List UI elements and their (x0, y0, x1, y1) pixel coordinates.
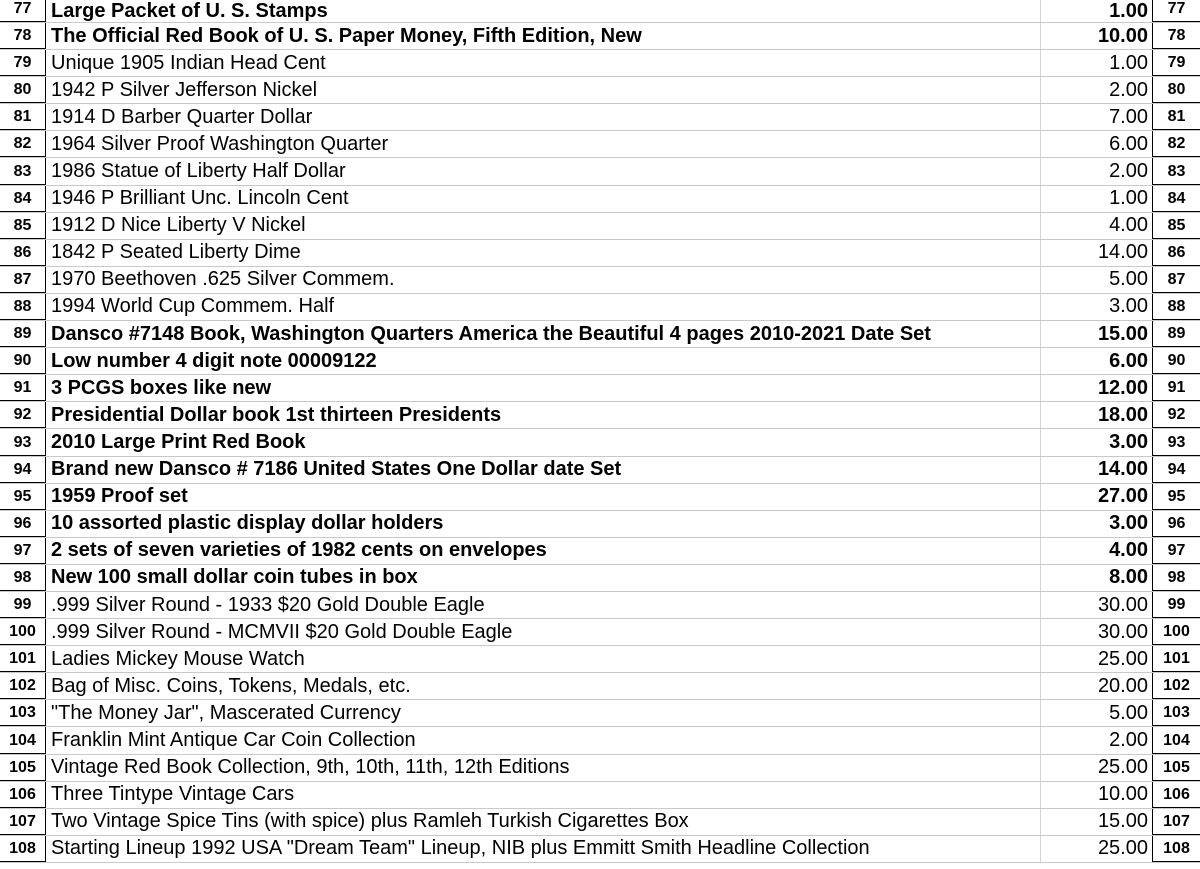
lot-number-left: 98 (0, 565, 46, 591)
lot-number-right: 103 (1152, 700, 1200, 726)
lot-price: 20.00 (1040, 673, 1152, 699)
lot-row (0, 809, 1200, 836)
lot-number-right: 81 (1152, 104, 1200, 130)
lot-number-right: 80 (1152, 77, 1200, 103)
lot-number-left: 102 (0, 673, 46, 699)
lot-description: Brand new Dansco # 7186 United States One Dollar date Set (51, 458, 622, 481)
lot-description: Two Vintage Spice Tins (with spice) plus Ramleh Turkish Cigarettes Box (51, 810, 689, 833)
lot-row (0, 538, 1200, 565)
lot-description: Large Packet of U. S. Stamps (51, 0, 328, 22)
lot-description: New 100 small dollar coin tubes in box (51, 566, 418, 589)
lot-number-right: 92 (1152, 402, 1200, 428)
lot-number-right: 90 (1152, 348, 1200, 374)
lot-price: 3.00 (1040, 294, 1152, 320)
lot-number-right: 77 (1152, 0, 1200, 22)
lot-number-right: 101 (1152, 646, 1200, 672)
lot-price: 30.00 (1040, 619, 1152, 645)
lot-price: 25.00 (1040, 646, 1152, 672)
lot-number-right: 82 (1152, 131, 1200, 157)
lot-row (0, 457, 1200, 484)
lot-number-right: 104 (1152, 727, 1200, 753)
lot-description: Bag of Misc. Coins, Tokens, Medals, etc. (51, 674, 411, 697)
lot-number-right: 83 (1152, 158, 1200, 184)
lot-row (0, 565, 1200, 592)
lot-number-left: 78 (0, 23, 46, 49)
lot-row (0, 782, 1200, 809)
lot-number-right: 100 (1152, 619, 1200, 645)
lot-number-left: 99 (0, 592, 46, 618)
lot-description: Low number 4 digit note 00009122 (51, 349, 377, 372)
lot-number-left: 91 (0, 375, 46, 401)
lot-row (0, 213, 1200, 240)
lot-description: 1994 World Cup Commem. Half (51, 295, 335, 318)
lot-description: 1912 D Nice Liberty V Nickel (51, 214, 306, 237)
lot-number-left: 85 (0, 213, 46, 239)
lot-number-right: 107 (1152, 809, 1200, 835)
lot-number-left: 105 (0, 755, 46, 781)
lot-number-left: 86 (0, 240, 46, 266)
lot-price: 3.00 (1040, 511, 1152, 537)
lot-number-left: 108 (0, 836, 46, 862)
lot-description: Presidential Dollar book 1st thirteen Presidents (51, 403, 502, 426)
lot-price: 1.00 (1040, 186, 1152, 212)
lot-price: 18.00 (1040, 402, 1152, 428)
lot-price: 14.00 (1040, 240, 1152, 266)
lot-number-right: 87 (1152, 267, 1200, 293)
lot-number-left: 107 (0, 809, 46, 835)
lot-price: 4.00 (1040, 538, 1152, 564)
lot-price: 27.00 (1040, 484, 1152, 510)
lot-price: 5.00 (1040, 700, 1152, 726)
lot-number-right: 97 (1152, 538, 1200, 564)
lot-number-left: 77 (0, 0, 46, 22)
lot-number-left: 95 (0, 484, 46, 510)
lot-description: .999 Silver Round - MCMVII $20 Gold Double Eagle (51, 620, 513, 643)
lot-price: 14.00 (1040, 457, 1152, 483)
lot-number-left: 97 (0, 538, 46, 564)
lot-number-left: 80 (0, 77, 46, 103)
lot-description: The Official Red Book of U. S. Paper Money, Fifth Edition, New (51, 24, 642, 47)
lot-number-left: 79 (0, 50, 46, 76)
lot-row (0, 375, 1200, 402)
lot-price: 8.00 (1040, 565, 1152, 591)
lot-description: Unique 1905 Indian Head Cent (51, 51, 326, 74)
lot-description: 2 sets of seven varieties of 1982 cents on envelopes (51, 539, 547, 562)
lot-number-right: 96 (1152, 511, 1200, 537)
lot-number-right: 94 (1152, 457, 1200, 483)
lot-row (0, 836, 1200, 863)
lot-number-left: 90 (0, 348, 46, 374)
lot-row (0, 321, 1200, 348)
lot-price: 25.00 (1040, 836, 1152, 862)
lot-number-left: 94 (0, 457, 46, 483)
lot-number-right: 108 (1152, 836, 1200, 862)
lot-description: 2010 Large Print Red Book (51, 430, 306, 453)
lot-row (0, 700, 1200, 727)
lot-row (0, 646, 1200, 673)
lot-row (0, 294, 1200, 321)
lot-price: 1.00 (1040, 0, 1152, 22)
lot-price: 7.00 (1040, 104, 1152, 130)
lot-number-left: 83 (0, 158, 46, 184)
lot-number-left: 100 (0, 619, 46, 645)
lot-description: 1959 Proof set (51, 485, 188, 508)
lot-row (0, 348, 1200, 375)
lot-number-right: 86 (1152, 240, 1200, 266)
lot-row (0, 104, 1200, 131)
lot-row (0, 511, 1200, 538)
lot-row (0, 592, 1200, 619)
lot-number-right: 89 (1152, 321, 1200, 347)
lot-number-left: 92 (0, 402, 46, 428)
lot-number-left: 81 (0, 104, 46, 130)
lot-number-left: 93 (0, 429, 46, 455)
lot-row (0, 131, 1200, 158)
lot-description: Three Tintype Vintage Cars (51, 783, 295, 806)
lot-number-right: 95 (1152, 484, 1200, 510)
lot-number-right: 106 (1152, 782, 1200, 808)
lot-row (0, 673, 1200, 700)
lot-price: 1.00 (1040, 50, 1152, 76)
lot-description: 1942 P Silver Jefferson Nickel (51, 78, 318, 101)
lot-price: 25.00 (1040, 755, 1152, 781)
lot-price: 15.00 (1040, 809, 1152, 835)
lot-row (0, 158, 1200, 185)
lot-description: .999 Silver Round - 1933 $20 Gold Double Eagle (51, 593, 485, 616)
lot-price: 2.00 (1040, 158, 1152, 184)
lot-price: 12.00 (1040, 375, 1152, 401)
lot-price: 4.00 (1040, 213, 1152, 239)
lot-row (0, 23, 1200, 50)
lot-price: 6.00 (1040, 131, 1152, 157)
lot-number-right: 91 (1152, 375, 1200, 401)
lot-description: 1986 Statue of Liberty Half Dollar (51, 160, 346, 183)
lot-row (0, 429, 1200, 456)
lot-description: 10 assorted plastic display dollar holders (51, 512, 444, 535)
lot-price: 3.00 (1040, 429, 1152, 455)
lot-description: 1946 P Brilliant Unc. Lincoln Cent (51, 187, 349, 210)
lot-row (0, 755, 1200, 782)
lot-row (0, 484, 1200, 511)
lot-number-left: 84 (0, 186, 46, 212)
lot-row (0, 619, 1200, 646)
lot-price: 2.00 (1040, 77, 1152, 103)
lot-description: 1970 Beethoven .625 Silver Commem. (51, 268, 395, 291)
lot-number-left: 103 (0, 700, 46, 726)
lot-number-right: 88 (1152, 294, 1200, 320)
lot-description: 1914 D Barber Quarter Dollar (51, 105, 313, 128)
lot-description: "The Money Jar", Mascerated Currency (51, 701, 401, 724)
lot-description: Dansco #7148 Book, Washington Quarters America the Beautiful 4 pages 2010-2021 Date Set (51, 322, 931, 345)
lot-number-left: 89 (0, 321, 46, 347)
lot-number-left: 96 (0, 511, 46, 537)
lot-row (0, 186, 1200, 213)
lot-number-left: 101 (0, 646, 46, 672)
lot-price: 2.00 (1040, 727, 1152, 753)
lot-price: 6.00 (1040, 348, 1152, 374)
lot-number-left: 88 (0, 294, 46, 320)
lot-row (0, 77, 1200, 104)
lot-row (0, 402, 1200, 429)
lot-description: 3 PCGS boxes like new (51, 376, 272, 399)
lot-number-right: 85 (1152, 213, 1200, 239)
lot-price: 15.00 (1040, 321, 1152, 347)
lot-number-right: 84 (1152, 186, 1200, 212)
lot-row (0, 267, 1200, 294)
lot-row (0, 727, 1200, 754)
lot-price: 10.00 (1040, 782, 1152, 808)
lot-row (0, 50, 1200, 77)
lot-price: 5.00 (1040, 267, 1152, 293)
lot-number-right: 99 (1152, 592, 1200, 618)
lot-description: 1964 Silver Proof Washington Quarter (51, 132, 389, 155)
lot-row (0, 240, 1200, 267)
lot-number-left: 104 (0, 727, 46, 753)
lot-price: 10.00 (1040, 23, 1152, 49)
lot-description: Vintage Red Book Collection, 9th, 10th, 11th, 12th Editions (51, 756, 570, 779)
lot-number-left: 87 (0, 267, 46, 293)
lot-number-right: 98 (1152, 565, 1200, 591)
lot-row (0, 0, 1200, 23)
lot-number-left: 106 (0, 782, 46, 808)
lot-description: Starting Lineup 1992 USA "Dream Team" Lineup, NIB plus Emmitt Smith Headline Collection (51, 837, 870, 860)
lot-description: Franklin Mint Antique Car Coin Collection (51, 728, 416, 751)
lot-number-right: 102 (1152, 673, 1200, 699)
lot-number-right: 93 (1152, 429, 1200, 455)
lot-price: 30.00 (1040, 592, 1152, 618)
lot-number-right: 105 (1152, 755, 1200, 781)
lot-number-left: 82 (0, 131, 46, 157)
lot-description: 1842 P Seated Liberty Dime (51, 241, 301, 264)
lot-number-right: 79 (1152, 50, 1200, 76)
lot-number-right: 78 (1152, 23, 1200, 49)
lot-description: Ladies Mickey Mouse Watch (51, 647, 305, 670)
